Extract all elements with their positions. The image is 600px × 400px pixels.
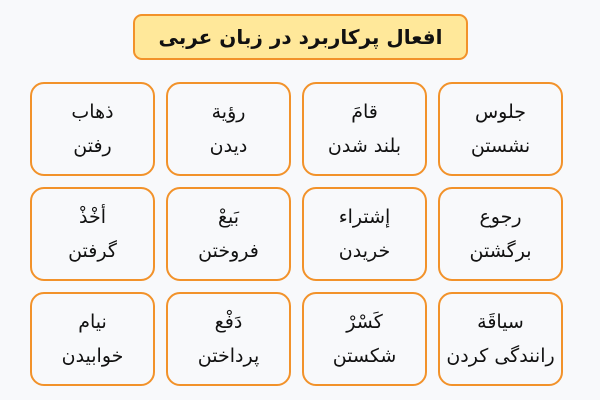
persian-meaning: شکستن [332,345,397,367]
persian-meaning: بلند شدن [327,135,402,157]
arabic-verb: أخْذْ [79,206,106,228]
verb-card-standing [302,82,427,176]
arabic-verb: کَسْرْ [346,311,383,333]
persian-meaning: خریدن [338,240,391,262]
persian-meaning: فروختن [198,240,259,262]
arabic-verb: جلوس [474,101,527,123]
verb-card-buying [302,187,427,281]
verb-card-sitting [438,82,563,176]
arabic-verb: رجوع [479,206,522,228]
verb-card-breaking [302,292,427,386]
arabic-verb: إشتراء [338,206,391,228]
verb-card-returning [438,187,563,281]
persian-meaning: نشستن [470,135,531,157]
arabic-verb: نیام [78,311,107,333]
verb-card-going [30,82,155,176]
persian-meaning: برگشتن [469,240,532,262]
persian-meaning: رانندگی کردن [446,345,555,367]
persian-meaning: خوابیدن [61,345,124,367]
arabic-verb: قامَ [351,101,378,123]
verb-card-selling [166,187,291,281]
persian-meaning: پرداختن [197,345,260,367]
arabic-verb: سیاقَة [477,311,524,333]
arabic-verb: رؤية [211,101,246,123]
verb-card-paying [166,292,291,386]
persian-meaning: رفتن [73,135,112,157]
persian-meaning: گرفتن [68,240,117,262]
verb-card-driving [438,292,563,386]
arabic-verb: ذهاب [71,101,114,123]
verb-card-taking [30,187,155,281]
page-title: افعال پرکاربرد در زبان عربی [158,25,443,49]
title-banner [133,14,468,60]
arabic-verb: بَیعْ [217,206,240,228]
verb-card-seeing [166,82,291,176]
persian-meaning: دیدن [209,135,248,157]
arabic-verb: دَفْع [214,311,243,333]
verb-card-sleeping [30,292,155,386]
